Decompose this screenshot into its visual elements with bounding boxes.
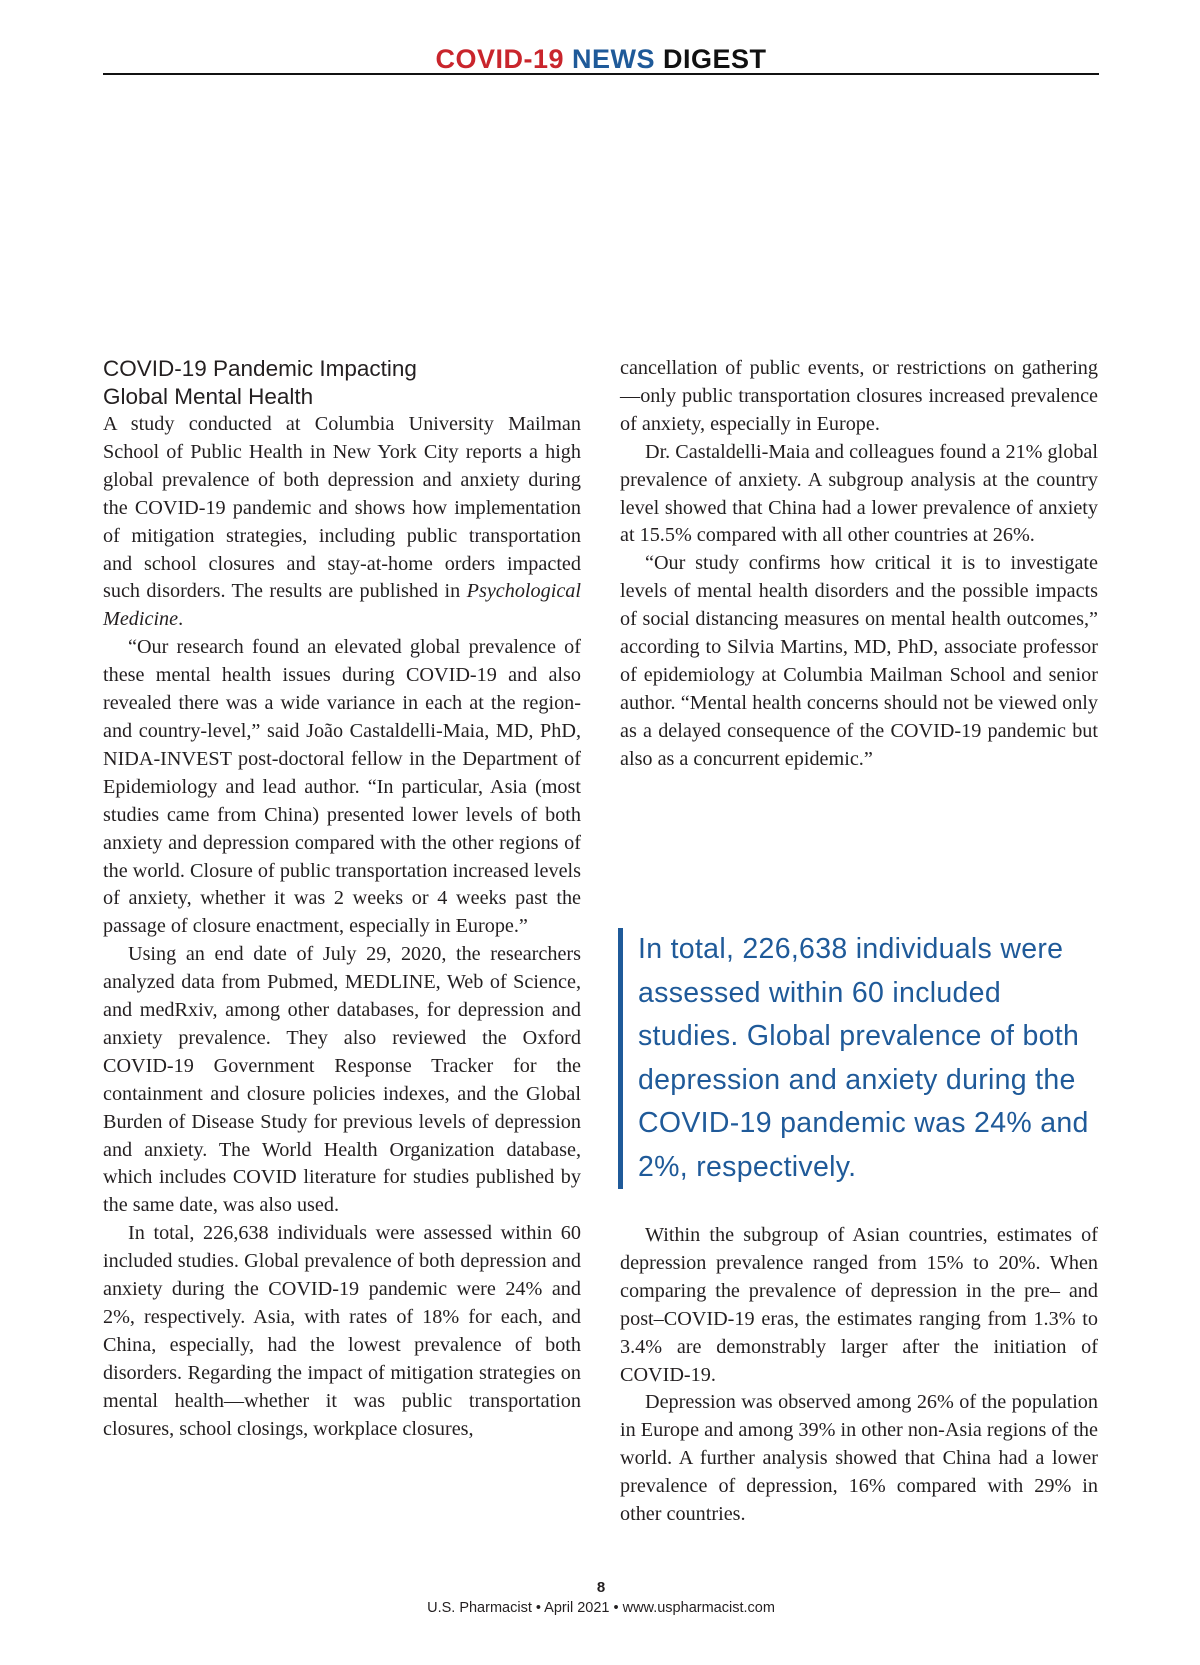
journal-title: Psychological Medicine	[103, 580, 581, 631]
section-header	[103, 44, 1099, 74]
article-paragraph: Depression was observed among 26% of the population in Europe and among 39% in other non-Asia regions of the world. A further analysis showed that China had a lower prevalence of depression, 16% compared with 29% in other countries.	[620, 1391, 1098, 1526]
article-paragraph-continued: cancellation of public events, or restrictions on gathering—only public transportation closures increased prevalence of anxiety, especially in Europe.	[620, 357, 1098, 435]
page-footer	[103, 1578, 1099, 1618]
page-number: 8	[596, 1579, 606, 1596]
article-paragraph: Using an end date of July 29, 2020, the researchers analyzed data from Pubmed, MEDLINE, Web of Science, and medRxiv, among other databases, for depression and anxiety prevalence. They also reviewed the Oxford COVID-19 Government Response Tracker for the containment and closure policies indexes, and the Global Burden of Disease Study for previous levels of depression and anxiety. The World Health Organization database, which includes COVID literature for studies published by the same date, was also used.	[103, 943, 581, 1217]
header-word-digest: DIGEST	[663, 44, 767, 74]
publication-line: U.S. Pharmacist • April 2021 • www.uspharmacist.com	[427, 1600, 775, 1616]
header-word-covid: COVID-19	[435, 44, 564, 74]
article-paragraph: Within the subgroup of Asian countries, estimates of depression prevalence ranged from 15% to 20%. When comparing the prevalence of depression in the pre– and post–COVID-19 eras, the estimates ranging from 1.3% to 3.4% are demonstrably larger after the initiation of COVID-19.	[620, 1224, 1098, 1386]
header-rule	[103, 73, 1099, 75]
article-paragraph: Dr. Castaldelli-Maia and colleagues found a 21% global prevalence of anxiety. A subgroup analysis at the country level showed that China had a lower prevalence of anxiety at 15.5% compared with all other countries at 26%.	[620, 440, 1098, 547]
article-column-right-top	[620, 355, 1098, 774]
header-word-news: NEWS	[572, 44, 656, 74]
paragraph-text: A study conducted at Columbia University Mailman School of Public Health in New York City reports a high global prevalence of both depression and anxiety during the COVID-19 pandemic and shows how implementation of mitigation strategies, including public transportation and school closures and stay-at-home orders impacted such disorders. The results are published in	[103, 413, 581, 603]
pull-quote: In total, 226,638 individuals were assessed within 60 included studies. Global prevalence of both depression and anxiety during the COVID-19 pandemic was 24% and 2%, respectively.	[618, 928, 1108, 1189]
article-headline	[103, 355, 581, 411]
article-paragraph	[103, 411, 581, 634]
article-column-left	[103, 355, 581, 1444]
article-paragraph: “Our research found an elevated global prevalence of these mental health issues during COVID-19 and also revealed there was a wide variance in each at the region- and country-level,” said João Castaldelli-Maia, MD, PhD, NIDA-INVEST post-doctoral fellow in the Department of Epidemiology and lead author. “In particular, Asia (most studies came from China) presented lower levels of both anxiety and depression compared with the other regions of the world. Closure of public transportation increased levels of anxiety, whether it was 2 weeks or 4 weeks past the passage of closure enactment, especially in Europe.”	[103, 636, 581, 938]
headline-line-2: Global Mental Health	[103, 384, 314, 409]
paragraph-text-end: .	[178, 608, 184, 631]
headline-line-1: COVID-19 Pandemic Impacting	[103, 356, 417, 381]
article-paragraph: In total, 226,638 individuals were assessed within 60 included studies. Global prevalence of both depression and anxiety during the COVID-19 pandemic were 24% and 2%, respectively. Asia, with rates of 18% for each, and China, especially, had the lowest prevalence of both disorders. Regarding the impact of mitigation strategies on mental health—whether it was public transportation closures, school closings, workplace closures,	[103, 1222, 581, 1440]
article-column-right-bottom	[620, 1222, 1098, 1529]
article-paragraph: “Our study confirms how critical it is to investigate levels of mental health disorders and the possible impacts of social distancing measures on mental health outcomes,” according to Silvia Martins, MD, PhD, associate professor of epidemiology at Columbia Mailman School and senior author. “Mental health concerns should not be viewed only as a delayed consequence of the COVID-19 pandemic but also as a concurrent epidemic.”	[620, 552, 1098, 770]
